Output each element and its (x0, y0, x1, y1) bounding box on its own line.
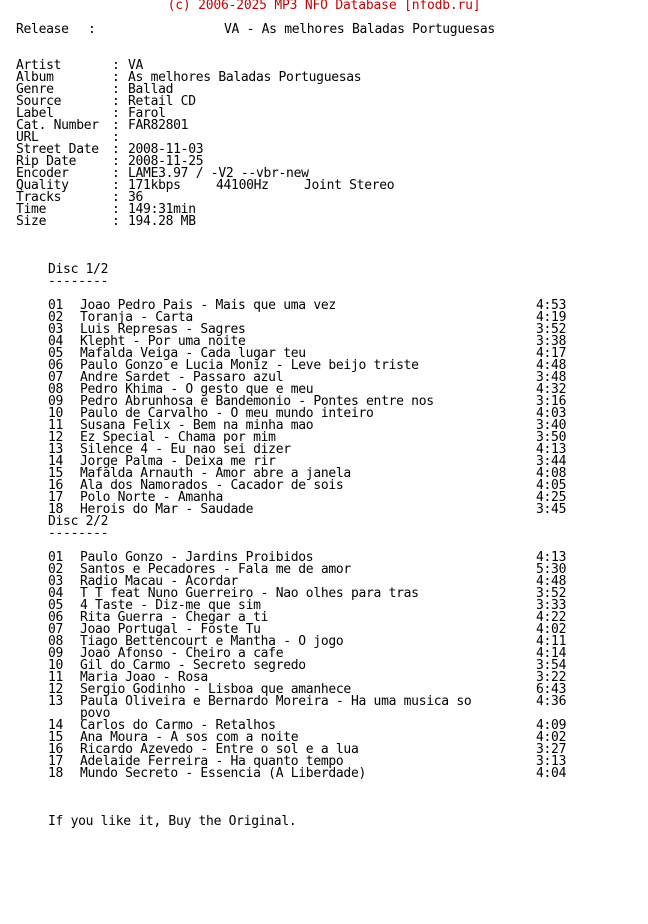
info-colon: : (112, 202, 120, 217)
info-colon: : (112, 166, 120, 181)
track-number: 02 (48, 310, 64, 325)
track-title: Ala dos Namorados - Cacador de sois (80, 478, 344, 493)
track-number: 07 (48, 622, 64, 637)
info-label: Genre (16, 82, 54, 97)
track-number: 03 (48, 322, 64, 337)
info-row-quality (0, 180, 648, 192)
track-time: 3:54 (536, 658, 567, 673)
track-time: 3:52 (536, 586, 567, 601)
track-number: 11 (48, 418, 64, 433)
info-value: FAR82801 (128, 118, 189, 133)
info-value: LAME3.97 / -V2 --vbr-new (128, 166, 309, 181)
track-time: 3:33 (536, 598, 567, 613)
info-value: Farol (128, 106, 166, 121)
track-time: 4:48 (536, 358, 567, 373)
track-title: Sergio Godinho - Lisboa que amanhece (80, 682, 351, 697)
blank-line (0, 48, 648, 60)
track-title: Ricardo Azevedo - Entre o sol e a lua (80, 742, 359, 757)
info-colon: : (112, 214, 120, 229)
track-number: 17 (48, 754, 64, 769)
release-line (0, 24, 648, 36)
info-value: VA (128, 58, 144, 73)
track-time: 3:40 (536, 418, 567, 433)
track-title: Joao Portugal - Foste Tu (80, 622, 261, 637)
tracklist (0, 264, 648, 780)
track-time: 3:16 (536, 394, 567, 409)
track-title: Joao Pedro Pais - Mais que uma vez (80, 298, 336, 313)
track-title: Luis Represas - Sagres (80, 322, 246, 337)
track-time: 4:53 (536, 298, 567, 313)
track-number: 07 (48, 370, 64, 385)
info-colon: : (112, 106, 120, 121)
track-title: Maria Joao - Rosa (80, 670, 208, 685)
info-colon: : (112, 142, 120, 157)
track-time: 4:17 (536, 346, 567, 361)
track-number: 12 (48, 430, 64, 445)
footer-text: If you like it, Buy the Original. (48, 814, 297, 829)
info-row-time (0, 204, 648, 216)
track-number: 01 (48, 550, 64, 565)
info-label: Source (16, 94, 62, 109)
track-time: 6:43 (536, 682, 567, 697)
track-time: 4:25 (536, 490, 567, 505)
track-time: 3:27 (536, 742, 567, 757)
info-colon: : (112, 178, 120, 193)
track-number: 03 (48, 574, 64, 589)
track-number: 13 (48, 442, 64, 457)
info-label: Quality (16, 178, 69, 193)
quality-frequency: 44100Hz (216, 178, 269, 193)
track-title: Tiago Bettencourt e Mantha - O jogo (80, 634, 344, 649)
track-row (0, 768, 648, 780)
info-label: Label (16, 106, 54, 121)
track-title: Mundo Secreto - Essencia (A Liberdade) (80, 766, 367, 781)
blank-line (0, 36, 648, 48)
track-number: 06 (48, 610, 64, 625)
track-number: 06 (48, 358, 64, 373)
disc-underline: -------- (48, 526, 109, 541)
info-row-size (0, 216, 648, 228)
track-time: 5:30 (536, 562, 567, 577)
release-colon: : (88, 22, 96, 37)
track-title: Paulo Gonzo - Jardins Proibidos (80, 550, 314, 565)
site-banner: (c) 2006-2025 MP3 NFO Database [nfodb.ru] (167, 0, 481, 13)
track-time: 3:22 (536, 670, 567, 685)
track-time: 4:32 (536, 382, 567, 397)
track-title: Klepht - Por uma noite (80, 334, 246, 349)
info-colon: : (112, 190, 120, 205)
track-time: 4:22 (536, 610, 567, 625)
track-title: Susana Felix - Bem na minha mao (80, 418, 314, 433)
info-value: 2008-11-03 (128, 142, 204, 157)
track-time: 4:09 (536, 718, 567, 733)
track-number: 18 (48, 502, 64, 517)
info-colon: : (112, 130, 120, 145)
track-title: Paula Oliveira e Bernardo Moreira - Ha uma musica so (80, 694, 472, 709)
track-title: Ez Special - Chama por mim (80, 430, 276, 445)
track-time: 3:45 (536, 502, 567, 517)
track-time: 4:05 (536, 478, 567, 493)
disc-rule-line (0, 276, 648, 288)
disc-title: Disc 1/2 (48, 262, 109, 277)
track-number: 04 (48, 334, 64, 349)
track-time: 3:13 (536, 754, 567, 769)
track-time: 4:36 (536, 694, 567, 709)
track-title: Silence 4 - Eu nao sei dizer (80, 442, 291, 457)
track-number: 10 (48, 406, 64, 421)
track-title: Adelaide Ferreira - Ha quanto tempo (80, 754, 344, 769)
info-label: Size (16, 214, 47, 229)
track-time: 4:04 (536, 766, 567, 781)
info-label: URL (16, 130, 39, 145)
track-title: Toranja - Carta (80, 310, 193, 325)
info-row-tracks (0, 192, 648, 204)
track-time: 4:03 (536, 406, 567, 421)
track-time: 4:13 (536, 442, 567, 457)
track-number: 05 (48, 598, 64, 613)
info-row-rip-date (0, 156, 648, 168)
info-label: Time (16, 202, 47, 217)
track-number: 08 (48, 382, 64, 397)
info-value: As melhores Baladas Portuguesas (128, 70, 362, 85)
track-number: 18 (48, 766, 64, 781)
info-value: Ballad (128, 82, 174, 97)
track-number: 12 (48, 682, 64, 697)
info-label: Artist (16, 58, 62, 73)
track-number: 09 (48, 394, 64, 409)
track-time: 3:48 (536, 370, 567, 385)
track-time: 4:08 (536, 466, 567, 481)
track-time: 4:14 (536, 646, 567, 661)
footer-line (0, 816, 648, 828)
track-time: 4:48 (536, 574, 567, 589)
track-title: 4 Taste - Diz-me que sim (80, 598, 261, 613)
release-label: Release (16, 22, 69, 37)
info-colon: : (112, 58, 120, 73)
disc-underline: -------- (48, 274, 109, 289)
track-number: 16 (48, 742, 64, 757)
track-title: T T feat Nuno Guerreiro - Nao olhes para tras (80, 586, 419, 601)
info-row-genre (0, 84, 648, 96)
quality-bitrate: 171kbps (128, 178, 181, 193)
track-number: 15 (48, 466, 64, 481)
blank-line (0, 792, 648, 804)
info-row-source (0, 96, 648, 108)
track-number: 01 (48, 298, 64, 313)
info-label: Album (16, 70, 54, 85)
info-value: 149:31min (128, 202, 196, 217)
info-colon: : (112, 118, 120, 133)
track-number: 02 (48, 562, 64, 577)
track-title: Polo Norte - Amanha (80, 490, 224, 505)
track-title: Gil do Carmo - Secreto segredo (80, 658, 306, 673)
info-row-cat-number (0, 120, 648, 132)
track-title-continued: povo (80, 706, 111, 721)
release-value: VA - As melhores Baladas Portuguesas (224, 22, 495, 37)
quality-mode: Joint Stereo (304, 178, 395, 193)
track-number: 10 (48, 658, 64, 673)
track-title: Santos e Pecadores - Fala me de amor (80, 562, 351, 577)
track-title: Pedro Khima - O gesto que e meu (80, 382, 314, 397)
blank-line (0, 240, 648, 252)
track-title: Mafalda Arnauth - Amor abre a janela (80, 466, 351, 481)
track-title: Andre Sardet - Passaro azul (80, 370, 284, 385)
track-time: 4:13 (536, 550, 567, 565)
info-row-album (0, 72, 648, 84)
disc-title: Disc 2/2 (48, 514, 109, 529)
info-colon: : (112, 94, 120, 109)
info-value: 194.28 MB (128, 214, 196, 229)
track-number: 04 (48, 586, 64, 601)
info-colon: : (112, 82, 120, 97)
track-number: 17 (48, 490, 64, 505)
info-label: Tracks (16, 190, 62, 205)
track-number: 14 (48, 454, 64, 469)
track-title: Pedro Abrunhosa e Bandemonio - Pontes entre nos (80, 394, 434, 409)
track-number: 09 (48, 646, 64, 661)
info-value: 36 (128, 190, 144, 205)
track-time: 3:50 (536, 430, 567, 445)
blank-line (0, 780, 648, 792)
track-number: 14 (48, 718, 64, 733)
track-title: Ana Moura - A sos com a noite (80, 730, 299, 745)
track-title: Carlos do Carmo - Retalhos (80, 718, 276, 733)
info-row-street-date (0, 144, 648, 156)
info-colon: : (112, 154, 120, 169)
track-title: Radio Macau - Acordar (80, 574, 239, 589)
info-label: Street Date (16, 142, 99, 157)
blank-line (0, 228, 648, 240)
info-label: Encoder (16, 166, 69, 181)
disc-rule-line (0, 528, 648, 540)
track-number: 13 (48, 694, 64, 709)
info-value: Retail CD (128, 94, 196, 109)
track-number: 11 (48, 670, 64, 685)
track-title: Joao Afonso - Cheiro a cafe (80, 646, 284, 661)
track-number: 05 (48, 346, 64, 361)
info-value: 2008-11-25 (128, 154, 204, 169)
track-title: Jorge Palma - Deixa me rir (80, 454, 276, 469)
track-number: 16 (48, 478, 64, 493)
track-title: Mafalda Veiga - Cada lugar teu (80, 346, 306, 361)
track-title: Paulo de Carvalho - O meu mundo inteiro (80, 406, 374, 421)
info-label: Rip Date (16, 154, 77, 169)
track-number: 08 (48, 634, 64, 649)
track-time: 4:02 (536, 622, 567, 637)
info-label: Cat. Number (16, 118, 99, 133)
track-time: 4:19 (536, 310, 567, 325)
track-title: Paulo Gonzo e Lucia Moniz - Leve beijo triste (80, 358, 419, 373)
track-title: Rita Guerra - Chegar a ti (80, 610, 269, 625)
track-time: 3:52 (536, 322, 567, 337)
info-colon: : (112, 70, 120, 85)
track-number: 15 (48, 730, 64, 745)
track-time: 3:44 (536, 454, 567, 469)
track-time: 4:02 (536, 730, 567, 745)
info-block (0, 60, 648, 228)
track-time: 4:11 (536, 634, 567, 649)
track-time: 3:38 (536, 334, 567, 349)
track-title: Herois do Mar - Saudade (80, 502, 254, 517)
